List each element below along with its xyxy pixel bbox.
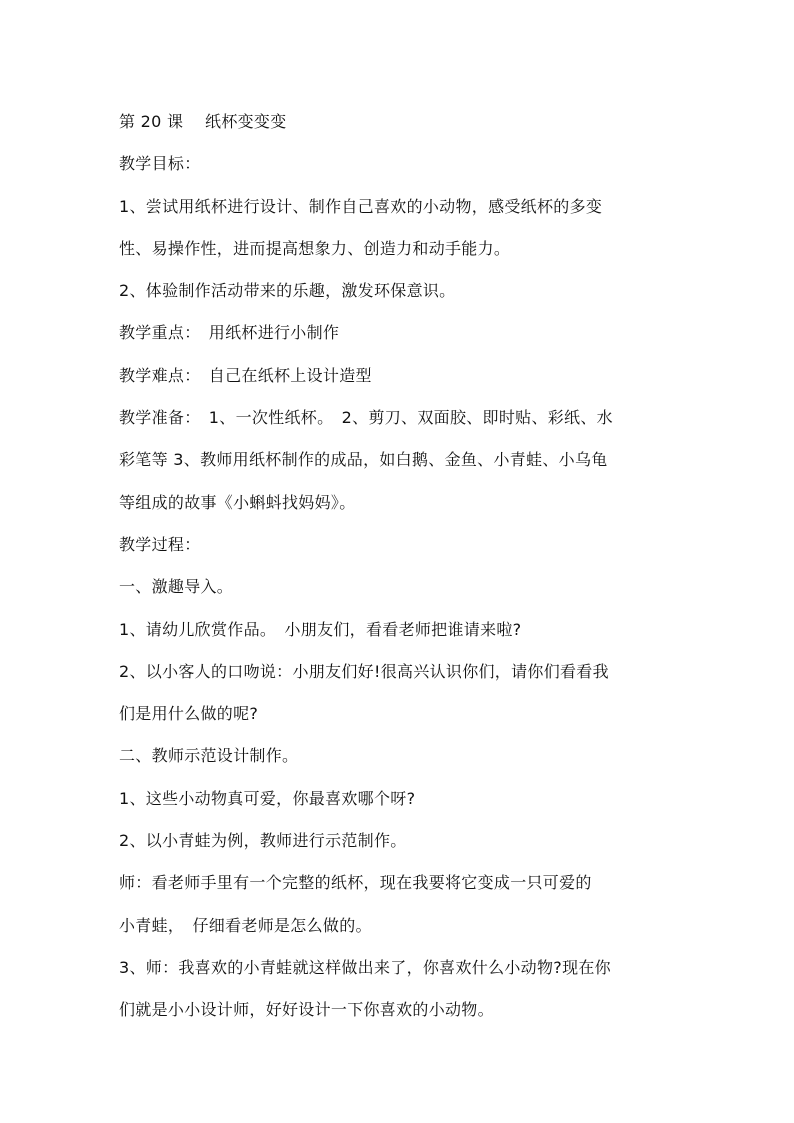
objective-1-line-2: 性、易操作性，进而提高想象力、创造力和动手能力。 — [119, 238, 511, 258]
step-2-item-1: 1、这些小动物真可爱，你最喜欢哪个呀? — [119, 788, 416, 808]
step-2-item-2: 2、以小青蛙为例，教师进行示范制作。 — [119, 831, 407, 851]
teacher-remark-line-1: 师：看老师手里有一个完整的纸杯，现在我要将它变成一只可爱的 — [119, 873, 592, 893]
document-body — [119, 101, 679, 1032]
teaching-preparation-line-3: 等组成的故事《小蝌蚪找妈妈》。 — [119, 492, 356, 512]
section-heading-objectives: 教学目标： — [119, 154, 201, 174]
teaching-preparation-line-1: 教学准备： 1、一次性纸杯。 2、剪刀、双面胶、即时贴、彩纸、水 — [119, 408, 613, 428]
teaching-difficulty: 教学难点： 自己在纸杯上设计造型 — [119, 365, 372, 385]
teaching-preparation-line-2: 彩笔等 3、教师用纸杯制作的成品，如白鹅、金鱼、小青蛙、小乌龟 — [119, 450, 608, 470]
teaching-focus: 教学重点： 用纸杯进行小制作 — [119, 323, 340, 343]
section-heading-process: 教学过程： — [119, 534, 201, 554]
step-2-heading: 二、教师示范设计制作。 — [119, 746, 299, 766]
objective-1-line-1: 1、尝试用纸杯进行设计、制作自己喜欢的小动物，感受纸杯的多变 — [119, 196, 603, 216]
step-1-heading: 一、激趣导入。 — [119, 577, 234, 597]
step-2-item-3-line-2: 们就是小小设计师，好好设计一下你喜欢的小动物。 — [119, 1000, 494, 1020]
lesson-title: 第 20 课 纸杯变变变 — [119, 112, 287, 131]
step-2-item-3-line-1: 3、师：我喜欢的小青蛙就这样做出来了，你喜欢什么小动物?现在你 — [119, 957, 611, 977]
objective-2: 2、体验制作活动带来的乐趣，激发环保意识。 — [119, 281, 456, 301]
step-1-item-2-line-1: 2、以小客人的口吻说：小朋友们好!很高兴认识你们，请你们看看我 — [119, 661, 609, 681]
teacher-remark-line-2: 小青蛙， 仔细看老师是怎么做的。 — [119, 915, 372, 935]
step-1-item-2-line-2: 们是用什么做的呢? — [119, 704, 259, 724]
step-1-item-1: 1、请幼儿欣赏作品。 小朋友们，看看老师把谁请来啦? — [119, 619, 522, 639]
